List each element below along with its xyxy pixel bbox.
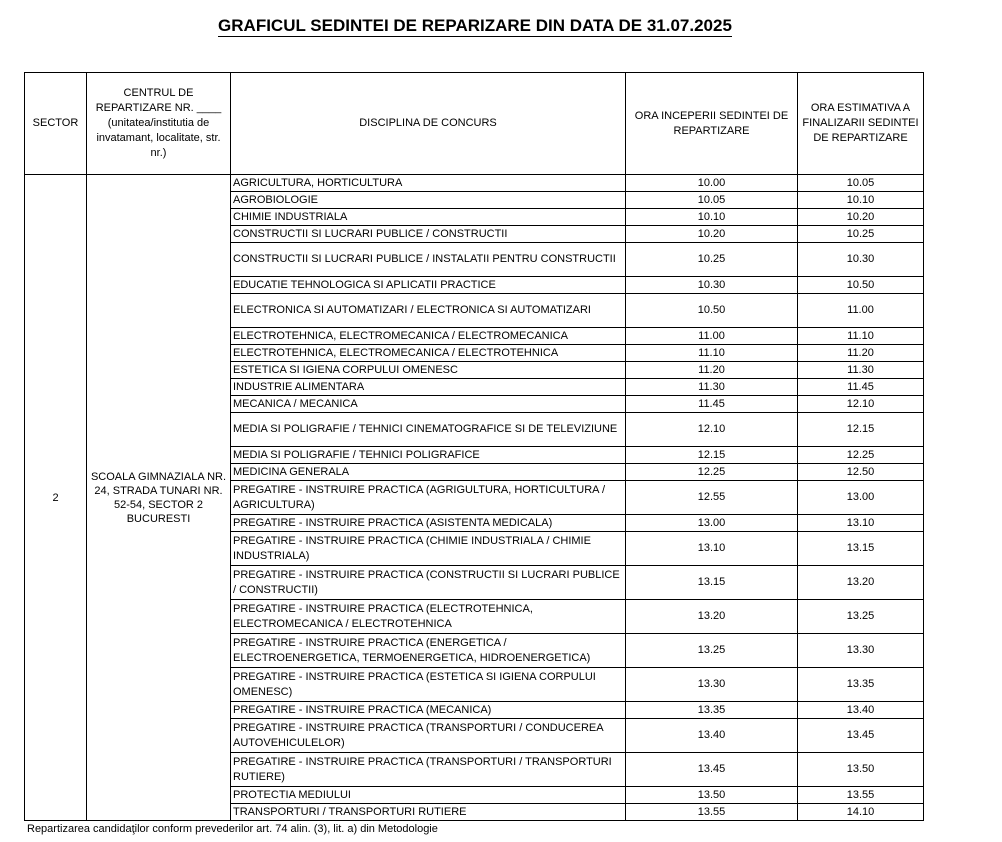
disciplina-cell: PREGATIRE - INSTRUIRE PRACTICA (CHIMIE INDUSTRIALA / CHIMIE INDUSTRIALA) — [231, 532, 626, 566]
end-time-cell: 11.45 — [798, 379, 924, 396]
disciplina-cell: CHIMIE INDUSTRIALA — [231, 209, 626, 226]
end-time-cell: 10.25 — [798, 226, 924, 243]
disciplina-cell: AGROBIOLOGIE — [231, 192, 626, 209]
disciplina-cell: AGRICULTURA, HORTICULTURA — [231, 175, 626, 192]
disciplina-cell: TRANSPORTURI / TRANSPORTURI RUTIERE — [231, 804, 626, 821]
header-row — [25, 73, 924, 175]
disciplina-cell: MEDIA SI POLIGRAFIE / TEHNICI POLIGRAFICE — [231, 447, 626, 464]
start-time-cell: 12.55 — [626, 481, 798, 515]
disciplina-cell: MEDICINA GENERALA — [231, 464, 626, 481]
disciplina-cell: ESTETICA SI IGIENA CORPULUI OMENESC — [231, 362, 626, 379]
disciplina-cell: PREGATIRE - INSTRUIRE PRACTICA (AGRIGULTURA, HORTICULTURA / AGRICULTURA) — [231, 481, 626, 515]
end-time-cell: 10.50 — [798, 277, 924, 294]
start-time-cell: 10.20 — [626, 226, 798, 243]
start-time-cell: 10.30 — [626, 277, 798, 294]
end-time-cell: 12.10 — [798, 396, 924, 413]
start-time-cell: 10.50 — [626, 294, 798, 328]
disciplina-cell: PREGATIRE - INSTRUIRE PRACTICA (ESTETICA SI IGIENA CORPULUI OMENESC) — [231, 668, 626, 702]
start-time-cell: 11.20 — [626, 362, 798, 379]
start-time-cell: 10.25 — [626, 243, 798, 277]
start-time-cell: 13.10 — [626, 532, 798, 566]
start-time-cell: 13.25 — [626, 634, 798, 668]
start-time-cell: 10.10 — [626, 209, 798, 226]
end-time-cell: 13.45 — [798, 719, 924, 753]
end-time-cell: 13.00 — [798, 481, 924, 515]
end-time-cell: 13.40 — [798, 702, 924, 719]
end-time-cell: 14.10 — [798, 804, 924, 821]
header-ora-inceperii: ORA INCEPERII SEDINTEI DE REPARTIZARE — [626, 73, 798, 175]
end-time-cell: 13.15 — [798, 532, 924, 566]
end-time-cell: 10.10 — [798, 192, 924, 209]
start-time-cell: 10.00 — [626, 175, 798, 192]
end-time-cell: 13.30 — [798, 634, 924, 668]
start-time-cell: 13.55 — [626, 804, 798, 821]
start-time-cell: 11.30 — [626, 379, 798, 396]
disciplina-cell: EDUCATIE TEHNOLOGICA SI APLICATII PRACTICE — [231, 277, 626, 294]
start-time-cell: 13.15 — [626, 566, 798, 600]
disciplina-cell: INDUSTRIE ALIMENTARA — [231, 379, 626, 396]
disciplina-cell: PREGATIRE - INSTRUIRE PRACTICA (ASISTENTA MEDICALA) — [231, 515, 626, 532]
start-time-cell: 12.15 — [626, 447, 798, 464]
end-time-cell: 13.25 — [798, 600, 924, 634]
disciplina-cell: PREGATIRE - INSTRUIRE PRACTICA (ENERGETICA / ELECTROENERGETICA, TERMOENERGETICA, HIDROENERGETICA) — [231, 634, 626, 668]
start-time-cell: 13.40 — [626, 719, 798, 753]
centru-cell: SCOALA GIMNAZIALA NR. 24, STRADA TUNARI NR. 52-54, SECTOR 2 BUCURESTI — [87, 175, 231, 821]
disciplina-cell: PROTECTIA MEDIULUI — [231, 787, 626, 804]
start-time-cell: 13.00 — [626, 515, 798, 532]
end-time-cell: 12.50 — [798, 464, 924, 481]
end-time-cell: 13.35 — [798, 668, 924, 702]
end-time-cell: 12.15 — [798, 413, 924, 447]
start-time-cell: 13.35 — [626, 702, 798, 719]
start-time-cell: 13.20 — [626, 600, 798, 634]
end-time-cell: 13.10 — [798, 515, 924, 532]
footnote: Repartizarea candidaţilor conform prevederilor art. 74 alin. (3), lit. a) din Metodologie — [27, 823, 438, 835]
table-row — [25, 175, 924, 192]
disciplina-cell: PREGATIRE - INSTRUIRE PRACTICA (TRANSPORTURI / CONDUCEREA AUTOVEHICULELOR) — [231, 719, 626, 753]
start-time-cell: 11.45 — [626, 396, 798, 413]
start-time-cell: 13.30 — [626, 668, 798, 702]
disciplina-cell: CONSTRUCTII SI LUCRARI PUBLICE / INSTALATII PENTRU CONSTRUCTII — [231, 243, 626, 277]
end-time-cell: 11.30 — [798, 362, 924, 379]
end-time-cell: 11.10 — [798, 328, 924, 345]
end-time-cell: 12.25 — [798, 447, 924, 464]
sector-cell: 2 — [25, 175, 87, 821]
disciplina-cell: PREGATIRE - INSTRUIRE PRACTICA (MECANICA) — [231, 702, 626, 719]
start-time-cell: 12.25 — [626, 464, 798, 481]
table-body — [25, 175, 924, 821]
disciplina-cell: CONSTRUCTII SI LUCRARI PUBLICE / CONSTRUCTII — [231, 226, 626, 243]
end-time-cell: 11.20 — [798, 345, 924, 362]
page-title — [0, 16, 950, 36]
end-time-cell: 13.55 — [798, 787, 924, 804]
end-time-cell: 13.50 — [798, 753, 924, 787]
disciplina-cell: MECANICA / MECANICA — [231, 396, 626, 413]
end-time-cell: 11.00 — [798, 294, 924, 328]
disciplina-cell: PREGATIRE - INSTRUIRE PRACTICA (TRANSPORTURI / TRANSPORTURI RUTIERE) — [231, 753, 626, 787]
header-centru: CENTRUL DE REPARTIZARE NR. ____ (unitatea/institutia de invatamant, localitate, str. nr.) — [87, 73, 231, 175]
header-disciplina: DISCIPLINA DE CONCURS — [231, 73, 626, 175]
header-sector: SECTOR — [25, 73, 87, 175]
disciplina-cell: PREGATIRE - INSTRUIRE PRACTICA (ELECTROTEHNICA, ELECTROMECANICA / ELECTROTEHNICA — [231, 600, 626, 634]
start-time-cell: 11.00 — [626, 328, 798, 345]
end-time-cell: 10.05 — [798, 175, 924, 192]
disciplina-cell: ELECTROTEHNICA, ELECTROMECANICA / ELECTROTEHNICA — [231, 345, 626, 362]
start-time-cell: 13.45 — [626, 753, 798, 787]
page-title-text: GRAFICUL SEDINTEI DE REPARIZARE DIN DATA DE 31.07.2025 — [218, 16, 732, 35]
end-time-cell: 10.30 — [798, 243, 924, 277]
start-time-cell: 10.05 — [626, 192, 798, 209]
schedule-table — [24, 72, 924, 821]
header-ora-finalizarii: ORA ESTIMATIVA A FINALIZARII SEDINTEI DE REPARTIZARE — [798, 73, 924, 175]
start-time-cell: 13.50 — [626, 787, 798, 804]
disciplina-cell: ELECTRONICA SI AUTOMATIZARI / ELECTRONICA SI AUTOMATIZARI — [231, 294, 626, 328]
disciplina-cell: PREGATIRE - INSTRUIRE PRACTICA (CONSTRUCTII SI LUCRARI PUBLICE / CONSTRUCTII) — [231, 566, 626, 600]
end-time-cell: 13.20 — [798, 566, 924, 600]
disciplina-cell: ELECTROTEHNICA, ELECTROMECANICA / ELECTROMECANICA — [231, 328, 626, 345]
end-time-cell: 10.20 — [798, 209, 924, 226]
start-time-cell: 12.10 — [626, 413, 798, 447]
disciplina-cell: MEDIA SI POLIGRAFIE / TEHNICI CINEMATOGRAFICE SI DE TELEVIZIUNE — [231, 413, 626, 447]
start-time-cell: 11.10 — [626, 345, 798, 362]
